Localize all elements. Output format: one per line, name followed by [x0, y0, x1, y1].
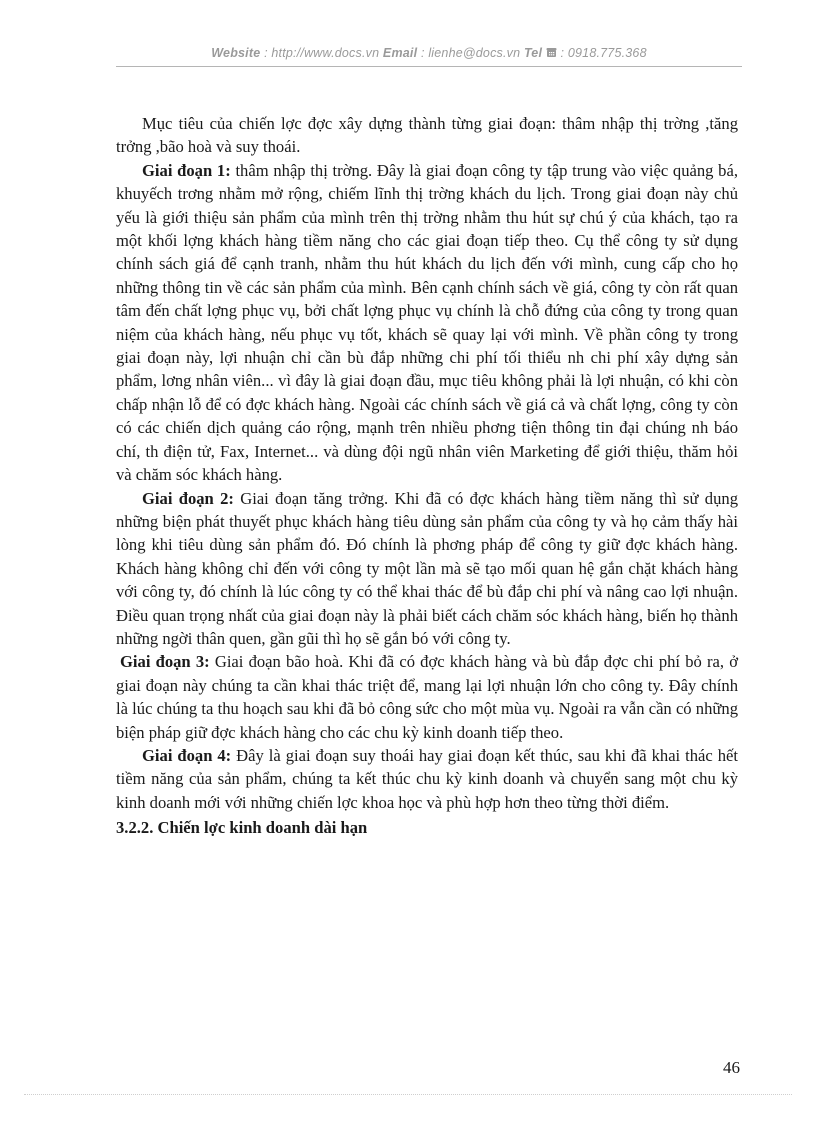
email-label: Email: [382, 46, 418, 60]
stage-4-text: Đây là giai đoạn suy thoái hay giai đoạn kết thúc, sau khi đã khai thác hết tiềm năng của sản phẩm, chúng ta kết thúc chu kỳ kinh doanh và chuyển sang một chu kỳ kinh doanh mới với những chiến lợc khoa học và phù hợp hơn theo từng thời điểm.: [116, 745, 738, 812]
paragraph-stage-4: [116, 744, 738, 814]
document-body: [116, 112, 738, 840]
website-label: Website: [211, 46, 261, 60]
header-divider: [116, 66, 742, 67]
stage-2-text: Giai đoạn tăng trởng. Khi đã có đợc khách hàng tiềm năng thì sử dụng những biện phát thuyết phục khách hàng tiêu dùng sản phẩm của công ty và họ cảm thấy hài lòng khi tiêu dùng sản phẩm đó. Đó chính là phơng pháp để công ty giữ đợc khách hàng. Khách hàng không chỉ đến với công ty một lần mà sẽ tạo mối quan hệ gắn chặt khách hàng với công ty, đó chính là lúc công ty có thể khai thác để bù đắp chi phí và nâng cao lợi nhuận. Điều quan trọng nhất của giai đoạn này là phải biết cách chăm sóc khách hàng, biến họ thành những ngời thân quen, gần gũi thì họ sẽ gắn bó với công ty.: [116, 488, 738, 648]
section-heading: 3.2.2. Chiến lợc kinh doanh dài hạn: [116, 818, 368, 838]
paragraph-stage-1: [116, 159, 738, 487]
stage-2-label: Giai đoạn 2:: [142, 488, 234, 508]
phone-icon: [546, 47, 557, 61]
paragraph-stage-2: [116, 487, 738, 651]
page-number: 46: [723, 1058, 740, 1077]
stage-1-text: thâm nhập thị trờng. Đây là giai đoạn công ty tập trung vào việc quảng bá, khuyếch trơng nhằm mở rộng, chiếm lĩnh thị trờng khách du lịch. Trong giai đoạn này chủ yếu là giới thiệu sản phẩm của mình trên thị trờng nhằm thu hút sự chú ý của khách, tạo ra một khối lợng khách hàng tiềm năng cho các giai đoạn tiếp theo. Cụ thể công ty sử dụng chính sách giá để cạnh tranh, nhằm thu hút khách du lịch đến với mình, cung cấp cho họ những thông tin về các sản phẩm của mình. Bên cạnh chính sách về giá, công ty còn rất quan tâm đến chất lợng phục vụ, bởi chất lợng phục vụ chính là chỗ đứng của công ty trong quan niệm của khách hàng, nếu phục vụ tốt, khách sẽ quay lại với mình. Về phần công ty trong giai đoạn này, lợi nhuận chỉ cần bù đắp những chi phí tối thiểu nh chi phí xây dựng sản phẩm, lơng nhân viên... vì đây là giai đoạn đầu, mục tiêu không phải là lợi nhuận, có khi còn chấp nhận lỗ để có đợc khách hàng. Ngoài các chính sách về giá cả và chất lợng, công ty còn có các chiến dịch quảng cáo rộng, mạnh trên nhiều phơng tiện thông tin đại chúng nh báo chí, th điện tử, Fax, Internet... và dùng đội ngũ nhân viên Marketing để giới thiệu, thăm hỏi và chăm sóc khách hàng.: [116, 160, 738, 485]
paragraph-stage-3: [116, 650, 738, 744]
stage-4-label: Giai đoạn 4:: [142, 745, 232, 765]
tel-label: Tel: [523, 46, 543, 60]
tel-value: : 0918.775.368: [560, 46, 647, 60]
email-value: : lienhe@docs.vn: [420, 46, 521, 60]
footer-divider: [24, 1094, 792, 1095]
paragraph-intro: Mục tiêu của chiến lợc đợc xây dựng thành từng giai đoạn: thâm nhập thị trờng ,tăng trởng ,bão hoà và suy thoái.: [116, 114, 738, 157]
website-value: : http://www.docs.vn: [264, 46, 380, 60]
stage-1-label: Giai đoạn 1:: [142, 160, 231, 180]
stage-3-label: Giai đoạn 3:: [120, 652, 210, 672]
page-header: [116, 46, 742, 61]
stage-3-text: Giai đoạn bão hoà. Khi đã có đợc khách hàng và bù đắp đợc chi phí bỏ ra, ở giai đoạn này chúng ta cần khai thác triệt để, mang lại lợi nhuận lớn cho công ty. Đây chính là lúc chúng ta thu hoạch sau khi đã bỏ công sức cho một mùa vụ. Ngoài ra vẫn cần có những biện pháp giữ đợc khách hàng cho các chu kỳ kinh doanh tiếp theo.: [116, 652, 738, 742]
